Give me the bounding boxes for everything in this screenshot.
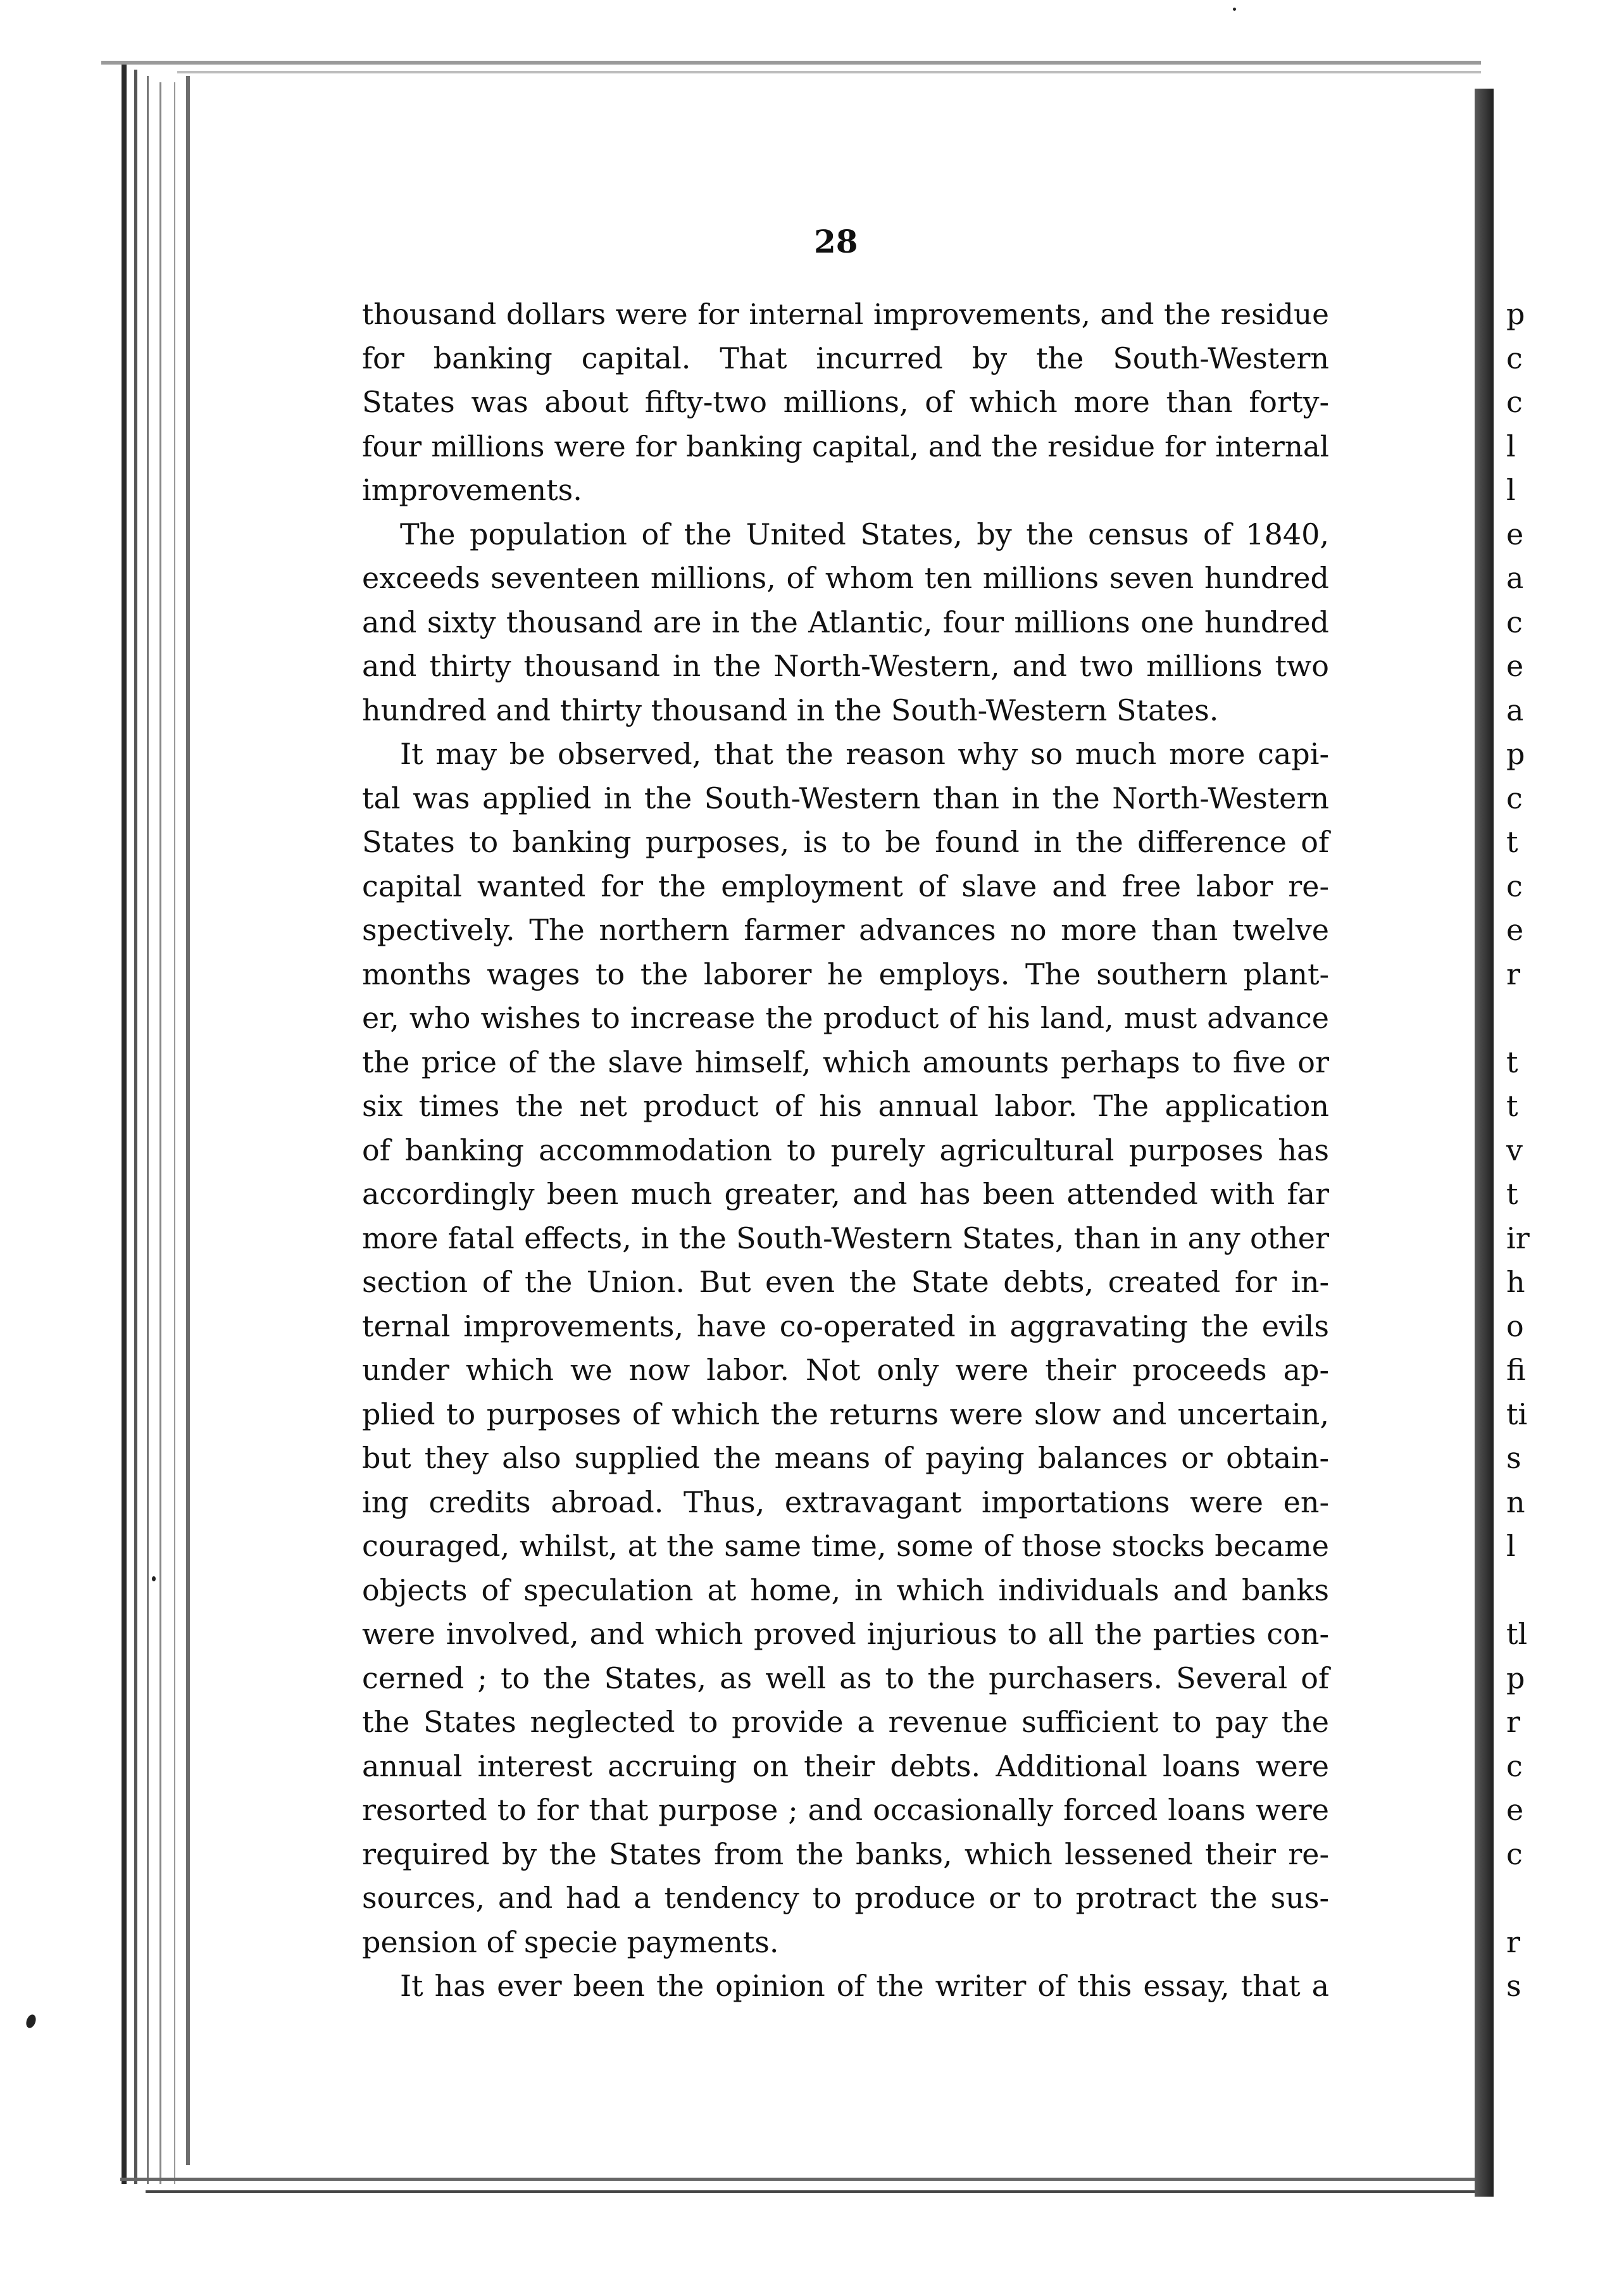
facing-page-fragment: [1495, 1569, 1624, 1613]
binding-edge: [122, 63, 127, 2184]
facing-page-fragment: t: [1506, 1045, 1518, 1079]
text-line: resorted to for that purpose ; and occasionally forced loans were: [362, 1793, 1329, 1827]
text-line: er, who wishes to increase the product of his land, must advance: [362, 1001, 1329, 1035]
text-line: six times the net product of his annual labor. The application: [362, 1089, 1329, 1123]
facing-page-fragment: c: [1506, 781, 1523, 815]
facing-page-fragment: c: [1506, 1836, 1523, 1871]
facing-page-fragment: e: [1506, 649, 1524, 683]
facing-page-fragment: ti: [1506, 1396, 1528, 1431]
text-line: the price of the slave himself, which amounts perhaps to five or: [362, 1045, 1329, 1079]
facing-page-fragment: h: [1506, 1265, 1525, 1299]
facing-page-fragment: r: [1506, 1924, 1520, 1959]
facing-page-fragment: c: [1506, 605, 1523, 639]
facing-page-fragment: c: [1506, 869, 1523, 903]
text-line: The population of the United States, by the census of 1840,: [400, 517, 1329, 551]
text-line: States to banking purposes, is to be found in the difference of: [362, 825, 1329, 859]
text-line: ternal improvements, have co-operated in aggravating the evils: [362, 1308, 1329, 1343]
binding-edge: [147, 76, 149, 2184]
bottom-edge: [120, 2178, 1481, 2181]
facing-page-fragment: e: [1506, 913, 1524, 947]
text-line: exceeds seventeen millions, of whom ten millions seven hundred: [362, 561, 1329, 595]
page-number: 28: [814, 223, 858, 260]
text-line: for banking capital. That incurred by the South-Western: [362, 341, 1329, 375]
facing-page-fragment: l: [1506, 473, 1516, 507]
facing-page-fragment: r: [1506, 957, 1520, 991]
text-line: ing credits abroad. Thus, extravagant importations were en-: [362, 1484, 1329, 1519]
facing-page-fragment: s: [1506, 1969, 1521, 2003]
facing-page-fragment: ir: [1506, 1220, 1530, 1255]
text-line: and thirty thousand in the North-Western, and two millions two: [362, 649, 1329, 683]
facing-page-fragment: v: [1506, 1133, 1523, 1167]
binding-edge: [159, 82, 161, 2184]
top-edge: [101, 61, 1481, 65]
binding-edge: [134, 70, 137, 2184]
text-line: thousand dollars were for internal improvements, and the residue: [362, 298, 1329, 331]
facing-page-fragment: r: [1506, 1705, 1520, 1739]
text-line: sources, and had a tendency to produce or to protract the sus-: [362, 1881, 1329, 1915]
text-line: pension of specie payments.: [362, 1924, 779, 1959]
facing-page-fragment: o: [1506, 1308, 1524, 1343]
facing-page-fragment: a: [1506, 561, 1524, 595]
text-line: tal was applied in the South-Western than in the North-Western: [362, 781, 1329, 815]
facing-page-edge: [1495, 63, 1624, 2216]
text-line: hundred and thirty thousand in the South-Western States.: [362, 693, 1219, 727]
facing-page-fragment: [1495, 996, 1624, 1041]
text-line: capital wanted for the employment of slave and free labor re-: [362, 869, 1329, 903]
text-line: months wages to the laborer he employs. The southern plant-: [362, 957, 1329, 991]
facing-page-fragment: t: [1506, 1177, 1518, 1211]
facing-page-fragment: c: [1506, 341, 1523, 375]
text-line: were involved, and which proved injurious to all the parties con-: [362, 1617, 1329, 1651]
text-line: four millions were for banking capital, and the residue for internal: [362, 429, 1329, 463]
text-line: required by the States from the banks, which lessened their re-: [362, 1836, 1329, 1871]
text-line: of banking accommodation to purely agricultural purposes has: [362, 1133, 1329, 1167]
facing-page-fragment: c: [1506, 385, 1523, 419]
facing-page-fragment: fi: [1506, 1353, 1526, 1387]
facing-page-fragment: s: [1506, 1441, 1521, 1475]
facing-page-fragment: [1495, 1876, 1624, 1921]
text-line: the States neglected to provide a revenue sufficient to pay the: [362, 1705, 1329, 1739]
facing-page-fragment: e: [1506, 517, 1524, 551]
scan-speck: [152, 1576, 156, 1581]
page-body-text: [362, 292, 1329, 2009]
facing-page-fragment: p: [1506, 297, 1525, 331]
facing-page-fragment: t: [1506, 1089, 1518, 1123]
facing-page-fragment: n: [1506, 1484, 1525, 1519]
text-line: more fatal effects, in the South-Western States, than in any other: [362, 1220, 1329, 1255]
scan-speck: [1233, 8, 1236, 11]
facing-page-fragment: l: [1506, 429, 1516, 463]
text-line: accordingly been much greater, and has been attended with far: [362, 1177, 1329, 1211]
text-line: improvements.: [362, 473, 582, 507]
text-line: couraged, whilst, at the same time, some of those stocks became: [362, 1529, 1329, 1563]
text-line: It may be observed, that the reason why so much more capi-: [400, 737, 1329, 771]
binding-edge: [174, 82, 175, 2184]
bottom-edge: [146, 2190, 1487, 2193]
text-line: It has ever been the opinion of the writer of this essay, that a: [400, 1969, 1329, 2003]
text-line: but they also supplied the means of paying balances or obtain-: [362, 1441, 1329, 1475]
facing-page-fragment: t: [1506, 825, 1518, 859]
text-line: plied to purposes of which the returns were slow and uncertain,: [362, 1396, 1329, 1431]
facing-page-fragment: p: [1506, 1660, 1525, 1695]
facing-page-fragment: c: [1506, 1748, 1523, 1783]
text-line: section of the Union. But even the State debts, created for in-: [362, 1265, 1329, 1299]
text-line: under which we now labor. Not only were their proceeds ap-: [362, 1353, 1329, 1387]
page-gutter-shadow: [1475, 89, 1494, 2197]
facing-page-fragment: tl: [1506, 1617, 1528, 1651]
scan-speck: [25, 2013, 38, 2029]
text-line: and sixty thousand are in the Atlantic, four millions one hundred: [362, 605, 1329, 639]
text-line: objects of speculation at home, in which individuals and banks: [362, 1572, 1329, 1607]
text-line: spectively. The northern farmer advances no more than twelve: [362, 913, 1329, 947]
text-line: cerned ; to the States, as well as to the purchasers. Several of: [362, 1660, 1329, 1695]
facing-page-fragment: l: [1506, 1529, 1516, 1563]
top-edge: [177, 71, 1481, 73]
text-line: annual interest accruing on their debts. Additional loans were: [362, 1748, 1329, 1783]
facing-page-fragment: a: [1506, 693, 1524, 727]
facing-page-fragment: p: [1506, 737, 1525, 771]
facing-page-fragment: e: [1506, 1793, 1524, 1827]
text-line: States was about fifty-two millions, of which more than forty-: [362, 385, 1329, 419]
